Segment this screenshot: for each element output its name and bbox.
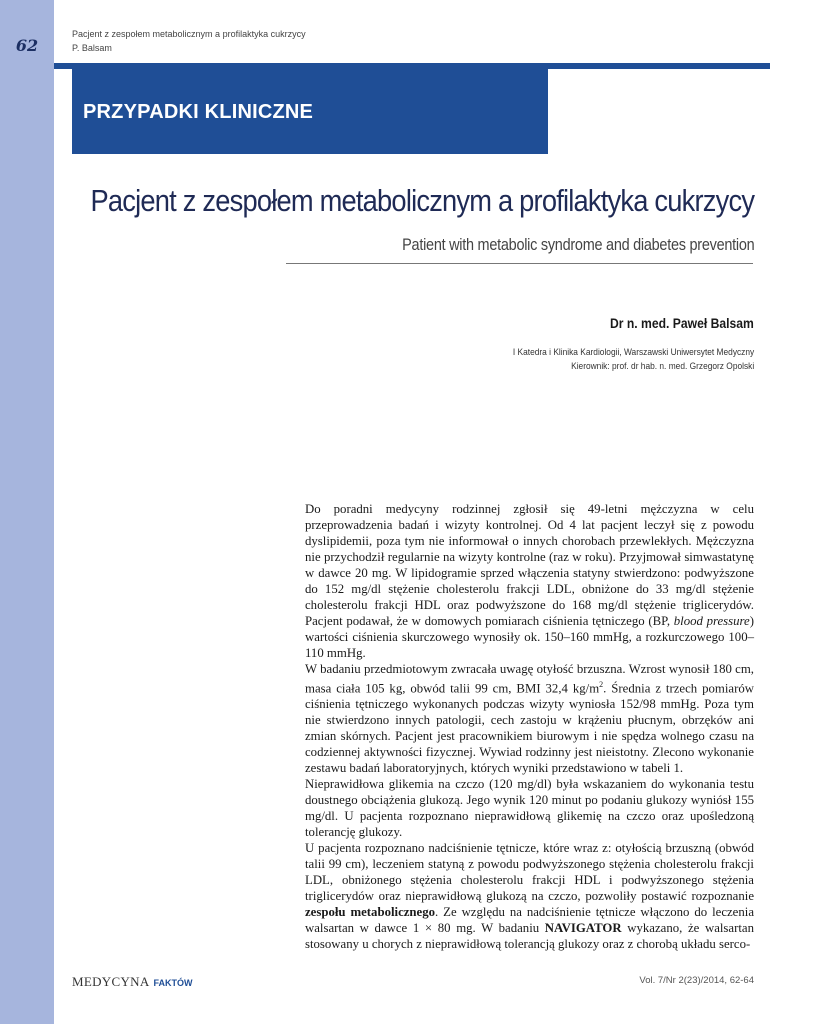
article-title: Pacjent z zespołem metabolicznym a profilaktyka cukrzycy [90, 183, 754, 218]
section-label: PRZYPADKI KLINICZNE [83, 101, 314, 123]
journal-citation: Vol. 7/Nr 2(23)/2014, 62-64 [639, 975, 754, 986]
journal-logo [72, 973, 193, 991]
author-name: Dr n. med. Paweł Balsam [610, 316, 754, 331]
running-head-title: Pacjent z zespołem metabolicznym a profilaktyka cukrzycy [72, 29, 306, 39]
article-body [305, 501, 754, 952]
affiliation-line: I Katedra i Klinika Kardiologii, Warszawski Uniwersytet Medyczny [512, 347, 754, 358]
superscript: 2 [599, 680, 604, 689]
bold-term: zespołu metabolicznego [305, 905, 436, 920]
title-divider [286, 263, 753, 264]
page-number: 62 [15, 36, 39, 55]
affiliation-line: Kierownik: prof. dr hab. n. med. Grzegorz Opolski [570, 361, 754, 372]
emphasis: blood pressure [673, 614, 750, 628]
logo-main-text: MEDYCYNA [72, 974, 150, 989]
side-bar [0, 0, 54, 1024]
paragraph: U pacjenta rozpoznano nadciśnienie tętnicze, które wraz z: otyłością brzuszną (obwód talii 99 cm), leczeniem statyną z powodu podwyższonego stężenia cholesterolu frakcji LDL, obniżonego stężenia cholesterolu frakcji HDL i podwyższonego stężenia triglicerydów oraz nieprawidłową glukozą na czczo, pozwoliły postawić rozpoznanie zespołu metabolicznego. Ze względu na nadciśnienie tętnicze włączono do leczenia walsartan w dawce 1 × 80 mg. W badaniu NAVIGATOR wykazano, że walsartan stosowany u chorych z nieprawidłową tolerancją glukozy oraz z chorobą układu serco- [305, 841, 754, 952]
bold-term: NAVIGATOR [544, 921, 622, 936]
logo-sub-text: FAKTÓW [153, 978, 193, 988]
running-head-author: P. Balsam [72, 43, 112, 53]
paragraph: Nieprawidłowa glikemia na czczo (120 mg/dl) była wskazaniem do wykonania testu doustnego obciążenia glukozą. Jego wynik 120 minut po podaniu glukozy wyniósł 155 mg/dl. U pacjenta rozpoznano nieprawidłową glikemię na czczo oraz upośledzoną tolerancję glukozy. [305, 777, 754, 840]
paragraph: W badaniu przedmiotowym zwracała uwagę otyłość brzuszna. Wzrost wynosił 180 cm, masa ciała 105 kg, obwód talii 99 cm, BMI 32,4 $kg/m^2$. Średnia z trzech pomiarów ciśnienia tętniczego wykonanych podczas wizyty wyniosła 152/98 mmHg. Poza tym nie stwierdzono innych patologii, cech zastoju w krążeniu płucnym, obrzęków ani zmian skórnych. Pacjent jest pracownikiem biurowym i nie spędza wolnego czasu na codziennej aktywności fizycznej. Wywiad rodzinny jest nieistotny. Zlecono wykonanie zestawu badań laboratoryjnych, których wyniki przedstawiono w tabeli 1. [305, 662, 754, 776]
paragraph: Do poradni medycyny rodzinnej zgłosił się 49-letni mężczyzna w celu przeprowadzenia badań i wizyty kontrolnej. Od 4 lat pacjent leczył się z powodu dyslipidemii, poza tym nie informował o innych chorobach przewlekłych. Mężczyzna nie przychodził regularnie na wizyty kontrolne (raz w roku). Przyjmował simwastatynę w dawce 20 mg. W lipidogramie sprzed włączenia statyny stwierdzono: podwyższone do 152 mg/dl stężenie cholesterolu frakcji LDL, obniżone do 33 mg/dl stężenie cholesterolu frakcji HDL oraz podwyższone do 168 mg/dl stężenie triglicerydów. Pacjent podawał, że w domowych pomiarach ciśnienia tętniczego (BP, blood pressure) wartości ciśnienia skurczowego wynosiły ok. 150–160 mmHg, a rozkurczowego 100–110 mmHg. [305, 502, 754, 660]
author-affiliation [513, 346, 754, 374]
running-head [72, 27, 306, 55]
section-banner [72, 69, 548, 154]
article-subtitle: Patient with metabolic syndrome and diabetes prevention [401, 235, 754, 254]
